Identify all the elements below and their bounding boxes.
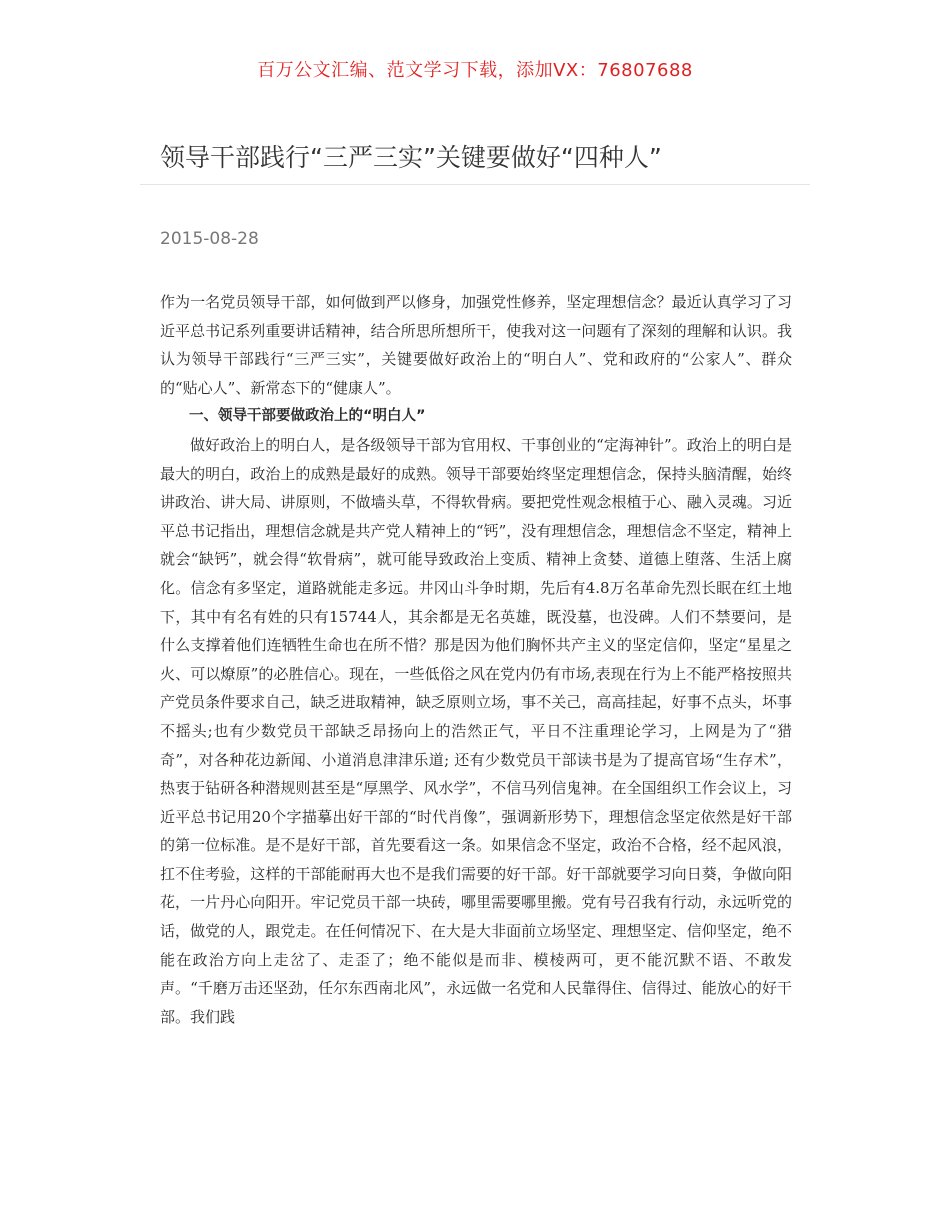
article-body bbox=[160, 288, 792, 1031]
section-heading: 一、领导干部要做政治上的“明白人” bbox=[189, 408, 426, 425]
intro-paragraph: 作为一名党员领导干部，如何做到严以修身，加强党性修养，坚定理想信念？最近认真学习了习近平总书记系列重要讲话精神，结合所思所想所干，使我对这一问题有了深刻的理解和认识。我认为领导干部践行“三严三实”，关键要做好政治上的“明白人”、党和政府的“公家人”、群众的“贴心人”、新常态下的“健康人”。 bbox=[160, 293, 792, 397]
watermark-banner: 百万公文汇编、范文学习下载，添加VX：76807688 bbox=[257, 60, 693, 81]
article-title: 领导干部践行“三严三实”关键要做好“四种人” bbox=[160, 143, 662, 172]
publish-date: 2015-08-28 bbox=[160, 229, 259, 249]
body-paragraph: 做好政治上的明白人，是各级领导干部为官用权、干事创业的“定海神针”。政治上的明白是最大的明白，政治上的成熟是最好的成熟。领导干部要始终坚定理想信念，保持头脑清醒，始终讲政治、讲大局、讲原则，不做墙头草，不得软骨病。要把党性观念根植于心、融入灵魂。习近平总书记指出，理想信念就是共产党人精神上的“钙”，没有理想信念，理想信念不坚定，精神上就会“缺钙”，就会得“软骨病”，就可能导致政治上变质、精神上贪婪、道德上堕落、生活上腐化。信念有多坚定，道路就能走多远。井冈山斗争时期，先后有4.8万名革命先烈长眠在红土地下，其中有名有姓的只有15744人，其余都是无名英雄，既没墓，也没碑。人们不禁要问，是什么支撑着他们连牺牲生命也在所不惜？那是因为他们胸怀共产主义的坚定信仰，坚定“星星之火、可以燎原”的必胜信心。现在，一些低俗之风在党内仍有市场,表现在行为上不能严格按照共产党员条件要求自己，缺乏进取精神，缺乏原则立场，事不关己，高高挂起，好事不点头，坏事不摇头;也有少数党员干部缺乏昂扬向上的浩然正气，平日不注重理论学习，上网是为了“猎奇”，对各种花边新闻、小道消息津津乐道; 还有少数党员干部读书是为了提高官场“生存术”，热衷于钻研各种潜规则甚至是“厚黑学、风水学”，不信马列信鬼神。在全国组织工作会议上，习近平总书记用20个字描摹出好干部的“时代肖像”，强调新形势下，理想信念坚定依然是好干部的第一位标准。是不是好干部，首先要看这一条。如果信念不坚定，政治不合格，经不起风浪，扛不住考验，这样的干部能耐再大也不是我们需要的好干部。好干部就要学习向日葵，争做向阳花，一片丹心向阳开。牢记党员干部一块砖，哪里需要哪里搬。党有号召我有行动，永远听党的话，做党的人，跟党走。在任何情况下、在大是大非面前立场坚定、理想坚定、信仰坚定，绝不能在政治方向上走岔了、走歪了；绝不能似是而非、模棱两可，更不能沉默不语、不敢发声。“千磨万击还坚劲，任尔东西南北风”，永远做一名党和人民靠得住、信得过、能放心的好干部。我们践 bbox=[160, 435, 792, 1026]
title-divider bbox=[140, 184, 810, 185]
